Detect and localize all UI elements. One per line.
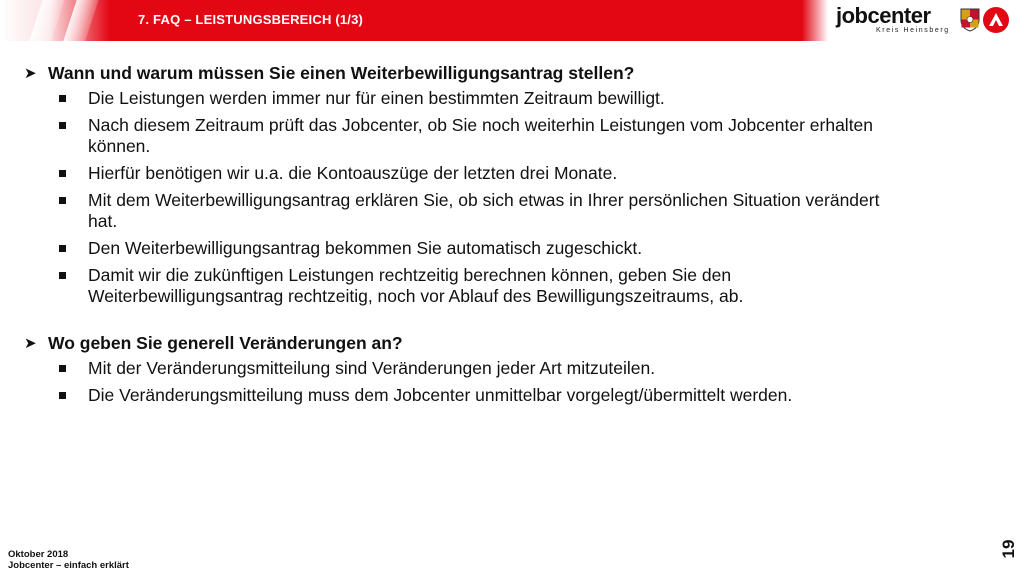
logo-fade (802, 0, 828, 41)
square-bullet-icon (59, 365, 66, 372)
page-number: 19 (999, 539, 1018, 559)
square-bullet-icon (59, 95, 66, 102)
slide-content (24, 63, 884, 432)
list-item-text: Damit wir die zukünftigen Leistungen rechtzeitig berechnen können, geben Sie den Weiterbewilligungsantrag rechtzeitig, noch vor Ablauf des Bewilligungszeitraums, ab. (88, 265, 744, 306)
faq-question (24, 63, 884, 84)
square-bullet-icon (59, 197, 66, 204)
list-item-text: Nach diesem Zeitraum prüft das Jobcenter, ob Sie noch weiterhin Leistungen vom Jobcenter erhalten können. (88, 115, 874, 156)
logo-subtitle: Kreis Heinsberg (876, 27, 950, 34)
list-item-text: Den Weiterbewilligungsantrag bekommen Sie automatisch zugeschickt. (88, 238, 643, 258)
answer-list (24, 358, 884, 406)
faq-section (24, 63, 884, 307)
agentur-badge-icon (982, 6, 1010, 34)
list-item-text: Hierfür benötigen wir u.a. die Kontoauszüge der letzten drei Monate. (88, 163, 618, 183)
arrow-bullet-icon: ➤ (24, 65, 37, 82)
list-item-text: Mit dem Weiterbewilligungsantrag erklären Sie, ob sich etwas in Ihrer persönlichen Situation verändert hat. (88, 190, 880, 231)
footer-date: Oktober 2018 (8, 549, 69, 560)
list-item (24, 385, 884, 406)
square-bullet-icon (59, 170, 66, 177)
faq-section (24, 333, 884, 406)
square-bullet-icon (59, 272, 66, 279)
list-item (24, 115, 884, 157)
square-bullet-icon (59, 122, 66, 129)
list-item (24, 265, 884, 307)
logo-wordmark: jobcenter (836, 3, 931, 28)
list-item (24, 163, 884, 184)
list-item-text: Die Veränderungsmitteilung muss dem Jobcenter unmittelbar vorgelegt/übermittelt werden. (88, 385, 793, 405)
header-bar (0, 0, 1024, 41)
faq-question (24, 333, 884, 354)
footer-subtitle: Jobcenter – einfach erklärt (8, 560, 129, 571)
list-item (24, 238, 884, 259)
slide-title: 7. FAQ – LEISTUNGSBEREICH (1/3) (138, 12, 364, 27)
list-item (24, 88, 884, 109)
square-bullet-icon (59, 245, 66, 252)
list-item (24, 190, 884, 232)
list-item-text: Die Leistungen werden immer nur für einen bestimmten Zeitraum bewilligt. (88, 88, 665, 108)
question-text: Wo geben Sie generell Veränderungen an? (48, 333, 403, 353)
jobcenter-logo (828, 0, 1024, 41)
coat-of-arms-icon (960, 8, 980, 32)
answer-list (24, 88, 884, 307)
list-item-text: Mit der Veränderungsmitteilung sind Veränderungen jeder Art mitzuteilen. (88, 358, 656, 378)
footer (8, 549, 129, 571)
arrow-bullet-icon: ➤ (24, 335, 37, 352)
square-bullet-icon (59, 392, 66, 399)
question-text: Wann und warum müssen Sie einen Weiterbewilligungsantrag stellen? (48, 63, 635, 83)
list-item (24, 358, 884, 379)
